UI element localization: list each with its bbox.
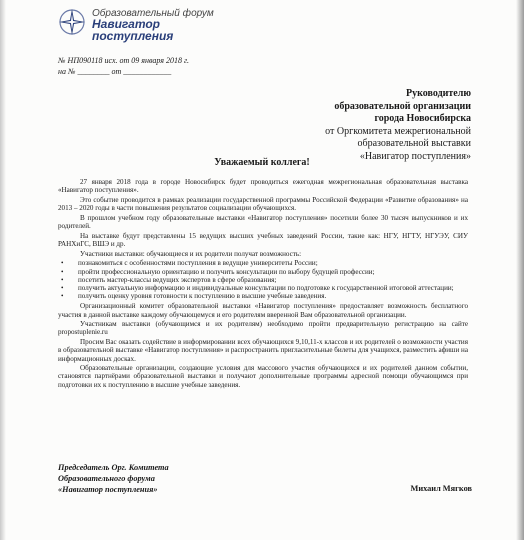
compass-logo-icon	[58, 8, 86, 36]
addressee-line-1: Руководителю	[406, 88, 471, 99]
addressee-line-6: «Навигатор поступления»	[359, 150, 471, 162]
addressee-line-3: города Новосибирска	[374, 113, 471, 124]
paragraph-4: На выставке будут представлены 15 ведущих высших учебных заведений России, такие как: НГУ, НГТУ, НГУЭУ, СИУ РАНХиГС, ВШЭ и др.	[58, 231, 468, 248]
paragraph-6: Организационный комитет образовательной выставки «Навигатор поступления» предоставляет возможность бесплатного участия в данной выставке каждому обучающемуся и его родителям вверенной Вам образовательной организации.	[58, 302, 468, 319]
paragraph-3: В прошлом учебном году образовательные выставки «Навигатор поступления» посетили более 30 тысяч выпускников и их родителей.	[58, 213, 468, 231]
paragraph-9: Образовательные организации, создающие условия для массового участия обучающихся и их родителей данном событии, становятся партнёрами образовательной выставки и получают дополнительные программы адресной помощи обучающимся при подготовки их к поступлению в высшие учебные заведения.	[58, 364, 468, 389]
paragraph-8: Просим Вас оказать содействие в информировании всех обучающихся 9,10,11-х классов и их родителей о возможности участия в образовательной выставке «Навигатор поступления» и распространить пригласительные билеты для учащихся, разместить афиши на информационных досках.	[58, 338, 468, 363]
brand-line-2: поступления	[92, 29, 174, 43]
paragraph-7: Участникам выставки (обучающимся и их родителям) необходимо пройти предварительную регистрацию на сайте propostuplenie.ru	[58, 320, 468, 337]
signature-line-2: Образовательного форума	[58, 474, 155, 483]
list-item: • получить актуальную информацию и индивидуальные консультации по подготовке к государственной итоговой аттестации;	[58, 284, 468, 292]
forum-name: Образовательный форум	[92, 8, 214, 19]
paragraph-1: 27 января 2018 года в городе Новосибирск будет проводиться ежегодная межрегиональная образовательная выставка «Навигатор поступления».	[58, 178, 468, 195]
list-item: • посетить мастер-классы ведущих экспертов в сфере образования;	[58, 276, 468, 284]
brand-line-1: Навигатор	[92, 17, 161, 31]
list-item: • познакомиться с особенностями поступления в ведущие университеты России;	[58, 259, 468, 267]
greeting: Уважаемый коллега!	[214, 157, 310, 168]
outgoing-ref: № НП090118 исх. от 09 января 2018 г.	[58, 56, 190, 65]
brand-name	[92, 18, 173, 42]
signature-line-1: Председатель Орг. Комитета	[58, 463, 169, 472]
scan-edge-right	[516, 0, 524, 540]
list-item: • пройти профессиональную ориентацию и получить консультации по выбору будущей профессии;	[58, 268, 468, 276]
signature-line-3: «Навигатор поступления»	[58, 485, 158, 494]
incoming-ref: на № ________ от ____________	[58, 67, 172, 76]
addressee-line-4: от Оргкомитета межрегиональной	[325, 125, 471, 137]
scan-edge-left	[0, 0, 6, 540]
paragraph-2: Это событие проводится в рамках реализации государственной программы Российской Федерации «Развитие образования» на 2013 – 2020 годы в части повышения результатов социализации обучающихся.	[58, 195, 468, 213]
addressee-block	[241, 88, 471, 163]
list-item: • получить оценку уровня готовности к поступлению в высшие учебные заведения.	[58, 292, 468, 300]
signature-block	[58, 462, 169, 495]
addressee-line-2: образовательной организации	[334, 100, 471, 112]
addressee-line-5: образовательной выставки	[357, 138, 471, 149]
signatory-name: Михаил Мягков	[410, 484, 472, 493]
letter-body	[58, 178, 468, 390]
paragraph-5: Участники выставки: обучающиеся и их родители получат возможность:	[80, 249, 302, 258]
opportunities-list	[58, 259, 468, 300]
